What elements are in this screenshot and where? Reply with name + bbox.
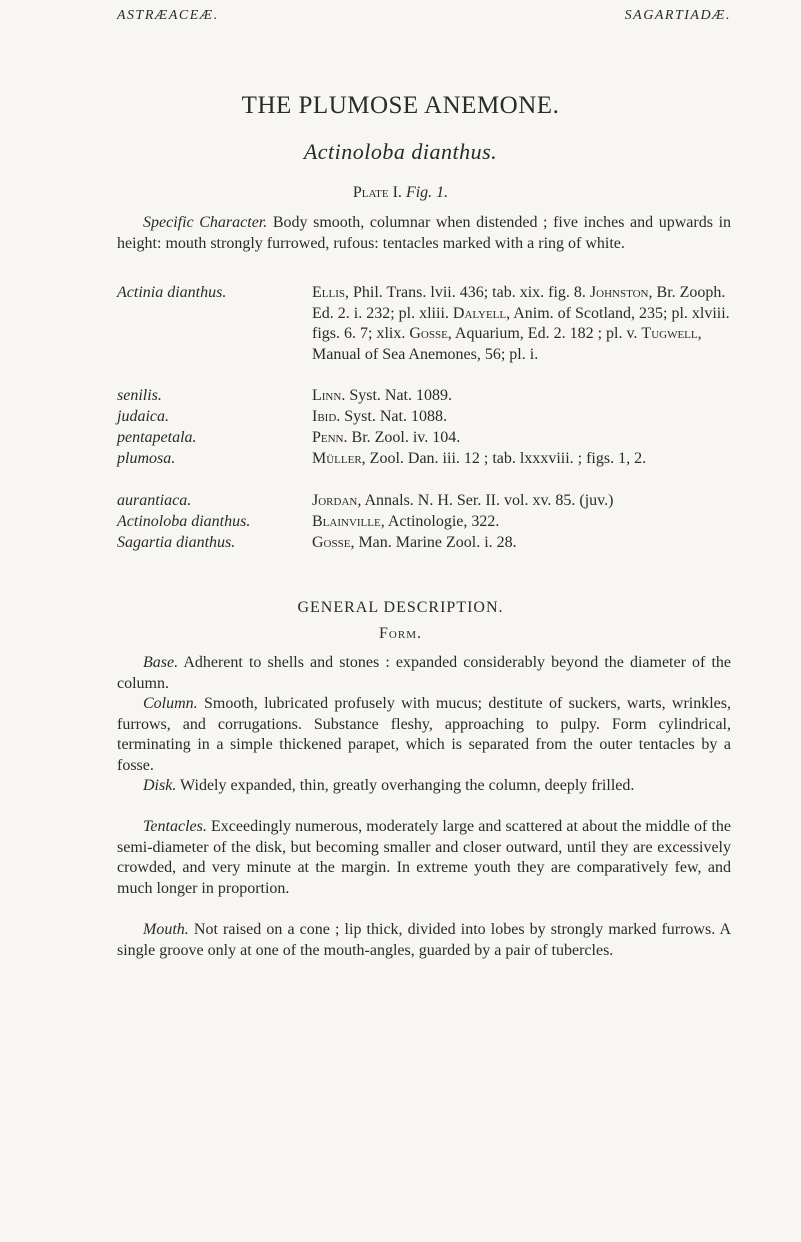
synonym-name: judaica. [117, 408, 169, 425]
fig-label: Fig. 1. [405, 184, 449, 201]
ref-text: Syst. Nat. 1088. [340, 408, 447, 425]
synonym-name: pentapetala. [117, 429, 197, 446]
ref-text: Aquarium, Ed. 2. 182 ; pl. v. [451, 325, 642, 342]
ref-author: Linn. [312, 387, 346, 404]
description-label: Mouth. [143, 921, 189, 938]
specific-character-text: Body smooth, columnar when distended ; five inches and upwards in height: mouth strongly furrowed, rufous: tentacles marked with a ring of white. [117, 214, 732, 252]
description-text: Smooth, lubricated profusely with mucus; destitute of suckers, warts, wrinkles, furrows, and corrugations. Substance fleshy, approaching to pulpy. Form cylindrical, terminating in a simple thickened parapet, which is separated from the outer tentacles by a fosse. [117, 695, 731, 774]
ref-text: Zool. Dan. iii. 12 ; tab. lxxxviii. ; figs. 1, 2. [365, 450, 647, 467]
specific-character [117, 213, 731, 254]
synonym-refs [312, 283, 732, 365]
synonym-refs [312, 512, 732, 533]
scientific-name: Actinoloba dianthus. [303, 139, 498, 164]
ref-author: Blainville, [312, 513, 385, 530]
ref-author: Tugwell, [641, 325, 702, 342]
synonym-name: plumosa. [117, 450, 176, 467]
description-text: Widely expanded, thin, greatly overhanging the column, deeply frilled. [176, 777, 635, 794]
ref-author: Gosse, [409, 325, 452, 342]
header-left: ASTRÆACEÆ. [117, 8, 219, 23]
ref-text: Syst. Nat. 1089. [345, 387, 452, 404]
description-label: Base. [143, 654, 179, 671]
running-header [117, 8, 731, 30]
synonym-name: aurantiaca. [117, 492, 192, 509]
plate-reference [0, 184, 801, 202]
description-base [117, 653, 731, 694]
synonym-refs [312, 533, 732, 554]
description-text: Exceedingly numerous, moderately large and scattered at about the middle of the semi-diameter of the disk, but becoming smaller and closer outward, until they are excessively crowded, and very minute at the margin. In extreme youth they are comparatively few, and much longer in proportion. [117, 818, 731, 897]
ref-text: Actinologie, 322. [384, 513, 500, 530]
description-text: Not raised on a cone ; lip thick, divided into lobes by strongly marked furrows. A single groove only at one of the mouth-angles, guarded by a pair of tubercles. [117, 921, 731, 959]
description-disk [117, 776, 731, 797]
page-title: THE PLUMOSE ANEMONE. [241, 92, 560, 119]
description-tentacles [117, 817, 731, 899]
section-heading: GENERAL DESCRIPTION. [297, 599, 504, 616]
subsection-heading: Form. [379, 625, 422, 642]
ref-text: Br. Zooph. Ed. 2. i. 232; pl. xliii. [312, 284, 726, 322]
ref-text: Br. Zool. iv. 104. [347, 429, 461, 446]
plate-label: Plate I. [352, 184, 402, 201]
ref-author: Johnston, [589, 284, 653, 301]
description-label: Column. [143, 695, 198, 712]
description-column [117, 694, 731, 776]
synonym-name: senilis. [117, 387, 162, 404]
synonym-refs [312, 407, 732, 428]
synonym-name: Actinoloba dianthus. [117, 513, 251, 530]
synonym-row [117, 283, 731, 388]
description-label: Disk. [143, 777, 177, 794]
ref-author: Dalyell, [452, 304, 511, 322]
header-right: SAGARTIADÆ. [624, 8, 731, 23]
ref-text: Annals. N. H. Ser. II. vol. xv. 85. (juv.) [361, 492, 614, 509]
ref-author: Ibid. [312, 408, 341, 425]
specific-character-label: Specific Character. [143, 214, 268, 231]
synonym-refs [312, 428, 732, 449]
ref-author: Ellis, [312, 284, 349, 301]
synonym-name: Sagartia dianthus. [117, 534, 236, 551]
ref-author: Jordan, [312, 492, 362, 509]
synonym-refs [312, 491, 732, 512]
ref-author: Gosse, [312, 534, 355, 551]
ref-author: Penn. [312, 429, 348, 446]
description-label: Tentacles. [143, 818, 207, 835]
ref-text: Anim. of Scotland, 235; pl. xlviii. figs. 6. 7; xlix. [312, 304, 730, 342]
ref-text: Manual of Sea Anemones, 56; pl. i. [312, 345, 539, 363]
synonym-name: Actinia dianthus. [117, 284, 227, 301]
ref-text: Phil. Trans. lvii. 436; tab. xix. fig. 8. [349, 284, 586, 301]
description-mouth [117, 920, 731, 961]
description-text: Adherent to shells and stones : expanded considerably beyond the diameter of the column. [117, 654, 731, 692]
synonym-refs [312, 386, 732, 407]
synonym-refs [312, 449, 732, 470]
ref-author: Müller, [312, 450, 366, 467]
ref-text: Man. Marine Zool. i. 28. [354, 534, 517, 551]
